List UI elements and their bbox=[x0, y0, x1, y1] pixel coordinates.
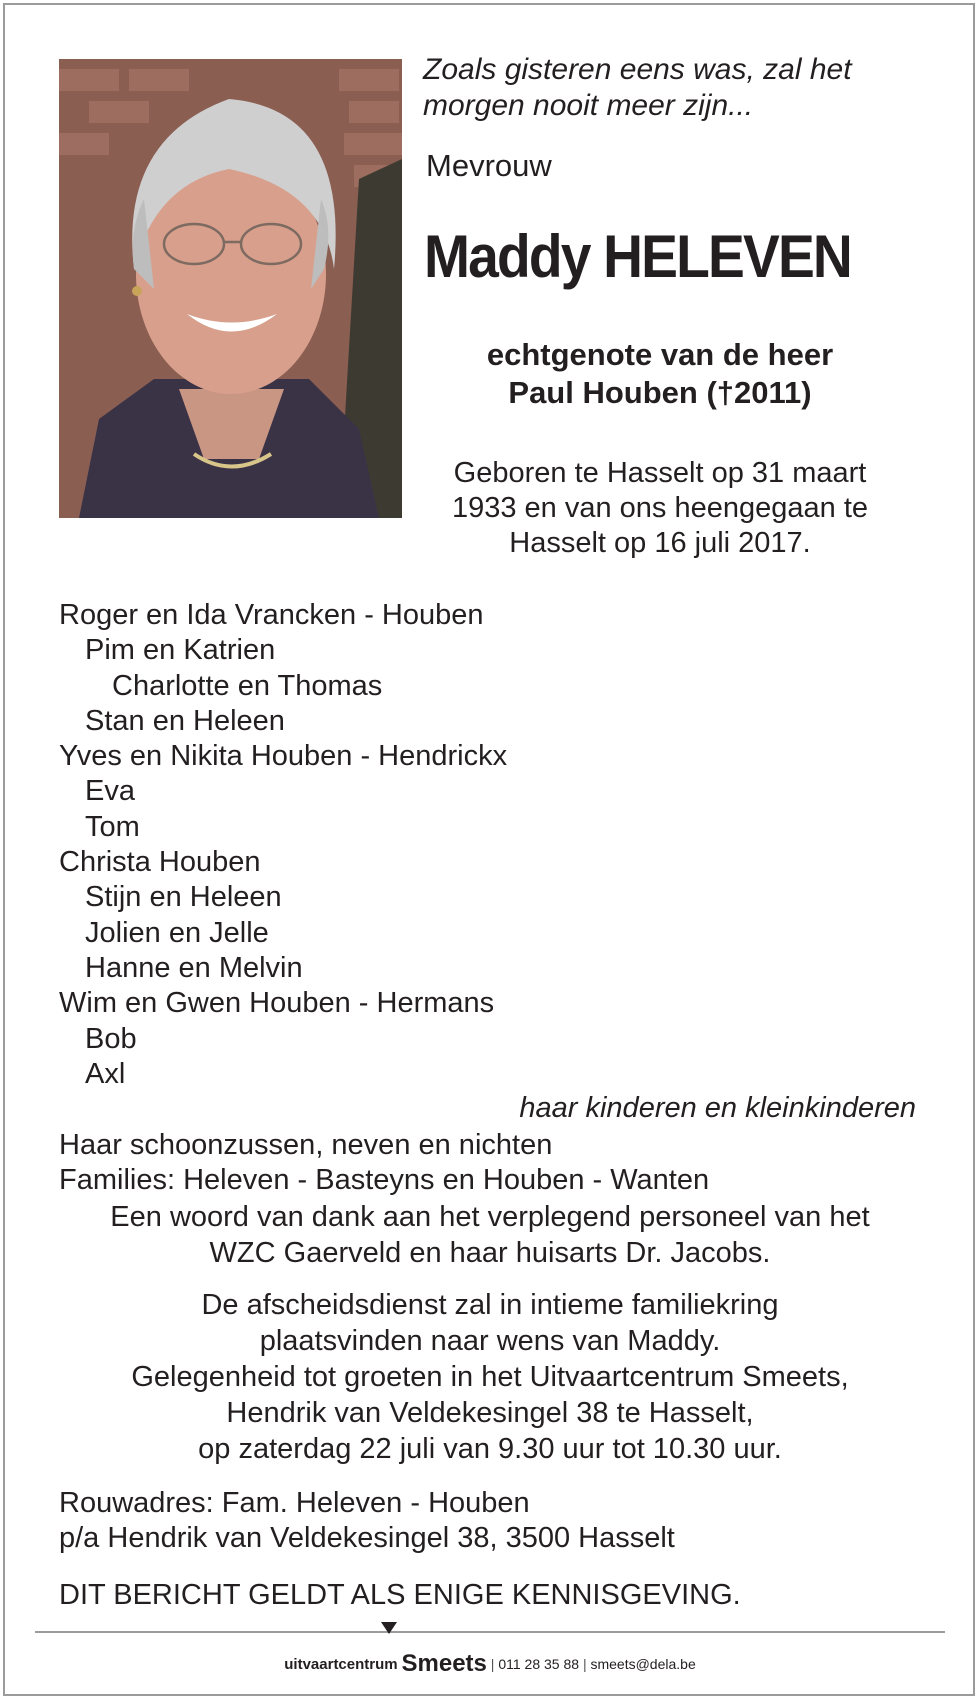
spouse-info bbox=[400, 336, 920, 412]
portrait-photo bbox=[59, 59, 402, 518]
quote-line: Zoals gisteren eens was, zal het bbox=[423, 53, 852, 86]
family-member: Tom bbox=[85, 810, 140, 843]
service-line: De afscheidsdienst zal in intieme familiekring bbox=[201, 1289, 779, 1321]
footer-divider bbox=[35, 1631, 945, 1633]
children-caption: haar kinderen en kleinkinderen bbox=[519, 1092, 916, 1124]
mourning-address bbox=[59, 1486, 675, 1556]
footer-brand: Smeets bbox=[401, 1650, 487, 1677]
quote-line: morgen nooit meer zijn... bbox=[423, 89, 754, 122]
family-member: Jolien en Jelle bbox=[85, 916, 269, 949]
footer-separator: | bbox=[582, 1656, 587, 1672]
spouse-line: echtgenote van de heer bbox=[486, 337, 834, 372]
family-member: Roger en Ida Vrancken - Houben bbox=[59, 599, 484, 631]
birth-line: 1933 en van ons heengegaan te bbox=[451, 492, 869, 524]
service-line: op zaterdag 22 juli van 9.30 uur tot 10.30 uur. bbox=[198, 1433, 782, 1465]
service-info bbox=[40, 1287, 940, 1467]
honorific: Mevrouw bbox=[426, 148, 552, 183]
relatives-line: Haar schoonzussen, neven en nichten bbox=[59, 1129, 553, 1161]
footer-phone: 011 28 35 88 bbox=[498, 1656, 580, 1672]
deceased-name: Maddy HELEVEN bbox=[424, 223, 851, 290]
footer-email: smeets@dela.be bbox=[590, 1656, 696, 1672]
birth-death-info bbox=[400, 456, 920, 561]
service-line: plaatsvinden naar wens van Maddy. bbox=[259, 1325, 721, 1357]
service-line: Gelegenheid tot groeten in het Uitvaartcentrum Smeets, bbox=[131, 1361, 849, 1393]
family-member: Pim en Katrien bbox=[85, 634, 276, 667]
thanks-line: Een woord van dank aan het verplegend personeel van het bbox=[110, 1201, 870, 1233]
relatives-line: Families: Heleven - Basteyns en Houben - Wanten bbox=[59, 1164, 710, 1196]
family-member: Hanne en Melvin bbox=[85, 951, 303, 984]
triangle-marker-icon bbox=[381, 1622, 397, 1634]
spouse-line: Paul Houben (†2011) bbox=[508, 375, 812, 410]
family-member: Stan en Heleen bbox=[85, 704, 285, 737]
family-member: Charlotte en Thomas bbox=[112, 669, 383, 702]
opening-quote bbox=[423, 52, 943, 124]
thanks-message bbox=[40, 1199, 940, 1271]
funeral-home-footer bbox=[0, 1650, 980, 1678]
birth-line: Hasselt op 16 juli 2017. bbox=[509, 527, 811, 559]
service-line: Hendrik van Veldekesingel 38 te Hasselt, bbox=[226, 1397, 754, 1429]
family-member: Christa Houben bbox=[59, 846, 261, 879]
address-line: p/a Hendrik van Veldekesingel 38, 3500 Hasselt bbox=[59, 1522, 675, 1554]
family-list bbox=[59, 598, 939, 1092]
family-member: Axl bbox=[85, 1057, 126, 1090]
footer-separator: | bbox=[490, 1656, 495, 1672]
family-member: Eva bbox=[85, 775, 135, 808]
thanks-line: WZC Gaerveld en haar huisarts Dr. Jacobs. bbox=[209, 1237, 771, 1269]
relatives bbox=[59, 1128, 709, 1198]
family-member: Bob bbox=[85, 1022, 137, 1055]
footer-org: uitvaartcentrum bbox=[284, 1656, 398, 1673]
family-member: Wim en Gwen Houben - Hermans bbox=[59, 987, 495, 1020]
birth-line: Geboren te Hasselt op 31 maart bbox=[453, 457, 867, 489]
family-member: Yves en Nikita Houben - Hendrickx bbox=[59, 740, 508, 773]
notice-statement: DIT BERICHT GELDT ALS ENIGE KENNISGEVING. bbox=[59, 1579, 741, 1611]
address-line: Rouwadres: Fam. Heleven - Houben bbox=[59, 1487, 530, 1519]
family-member: Stijn en Heleen bbox=[85, 881, 282, 914]
